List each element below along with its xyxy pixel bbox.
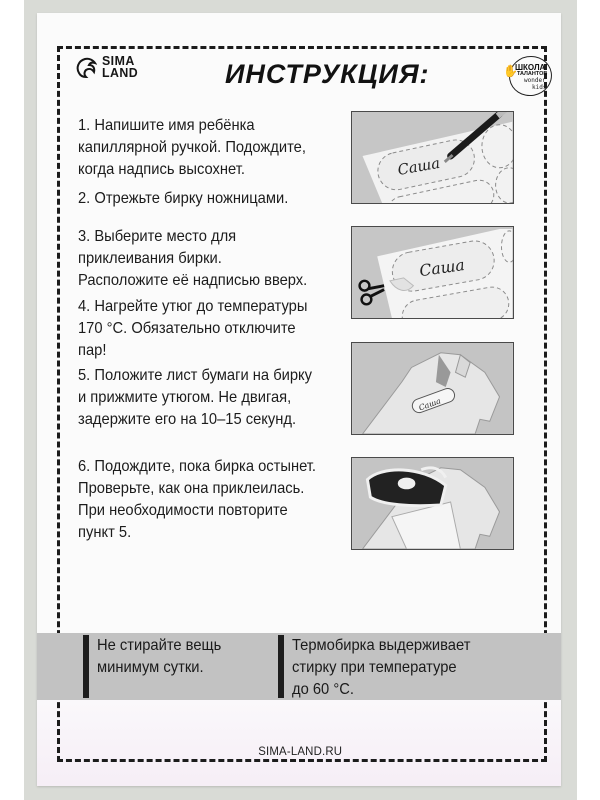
note-line: Не стирайте вещь (97, 637, 222, 654)
badge-line-3: wonder (524, 77, 546, 84)
step-3-line: приклеивания бирки. (78, 250, 222, 267)
note-line: стирку при температуре (292, 659, 457, 676)
note-no-wash (83, 635, 263, 698)
step-6-line: Проверьте, как она приклеилась. (78, 480, 305, 497)
logo-line-2: LAND (101, 65, 139, 80)
step-4-line: 4. Нагрейте утюг до температуры (78, 298, 308, 315)
step-5 (78, 365, 363, 431)
footer (0, 744, 600, 758)
logo-line-1: SIMA (101, 53, 135, 68)
step-6-line: пункт 5. (78, 524, 132, 541)
step-6-line: 6. Подождите, пока бирка остынет. (78, 458, 316, 475)
step-4 (78, 296, 363, 362)
step-6 (78, 456, 363, 544)
care-notes-band (37, 633, 561, 700)
note-line: Термобирка выдерживает (292, 637, 471, 654)
step-3 (78, 226, 363, 292)
dolphin-logo-icon (75, 55, 97, 79)
scissors-and-label-icon (352, 227, 513, 318)
step-1-line: капиллярной ручкой. Подождите, (78, 139, 306, 156)
svg-text:Саша: Саша (396, 154, 442, 179)
step-3-line: Расположите её надписью вверх. (78, 272, 308, 289)
illustration-label-on-shirt (351, 342, 514, 435)
logo-text (102, 55, 138, 79)
note-line: до 60 °С. (292, 681, 354, 698)
step-1-line: когда надпись высохнет. (78, 161, 245, 178)
step-5-line: 5. Положите лист бумаги на бирку (78, 367, 313, 384)
talent-school-badge (503, 53, 553, 99)
step-1 (78, 115, 363, 181)
iron-on-shirt-icon (352, 458, 513, 549)
website-url: SIMA-LAND.RU (257, 744, 342, 758)
step-1-line: 1. Напишите имя ребёнка (78, 117, 255, 134)
step-5-line: и прижмите утюгом. Не двигая, (78, 389, 292, 406)
step-3-line: 3. Выберите место для (78, 228, 237, 245)
step-2-line: 2. Отрежьте бирку ножницами. (78, 190, 289, 207)
badge-line-2: ТАЛАНТОВ (517, 71, 548, 77)
note-line: минимум сутки. (97, 659, 204, 676)
note-wash-temperature (278, 635, 518, 698)
page-title: ИНСТРУКЦИЯ: (225, 59, 430, 89)
hand-icon: ✋ (503, 64, 518, 78)
svg-text:Саша: Саша (417, 396, 442, 413)
svg-text:Саша: Саша (418, 255, 466, 281)
step-5-line: задержите его на 10–15 секунд. (78, 411, 297, 428)
shirt-with-label-icon (352, 343, 513, 434)
badge-line-4: kids (532, 84, 547, 91)
header (75, 53, 555, 103)
step-2 (78, 188, 363, 210)
badge-line-1: ШКОЛА (515, 63, 546, 72)
illustration-pen-writing (351, 111, 514, 204)
step-4-line: пар! (78, 342, 107, 359)
illustration-iron-on-shirt (351, 457, 514, 550)
step-4-line: 170 °С. Обязательно отключите (78, 320, 296, 337)
illustration-cut-label (351, 226, 514, 319)
sima-land-logo (75, 55, 139, 79)
pen-and-label-icon (352, 112, 513, 203)
step-6-line: При необходимости повторите (78, 502, 288, 519)
